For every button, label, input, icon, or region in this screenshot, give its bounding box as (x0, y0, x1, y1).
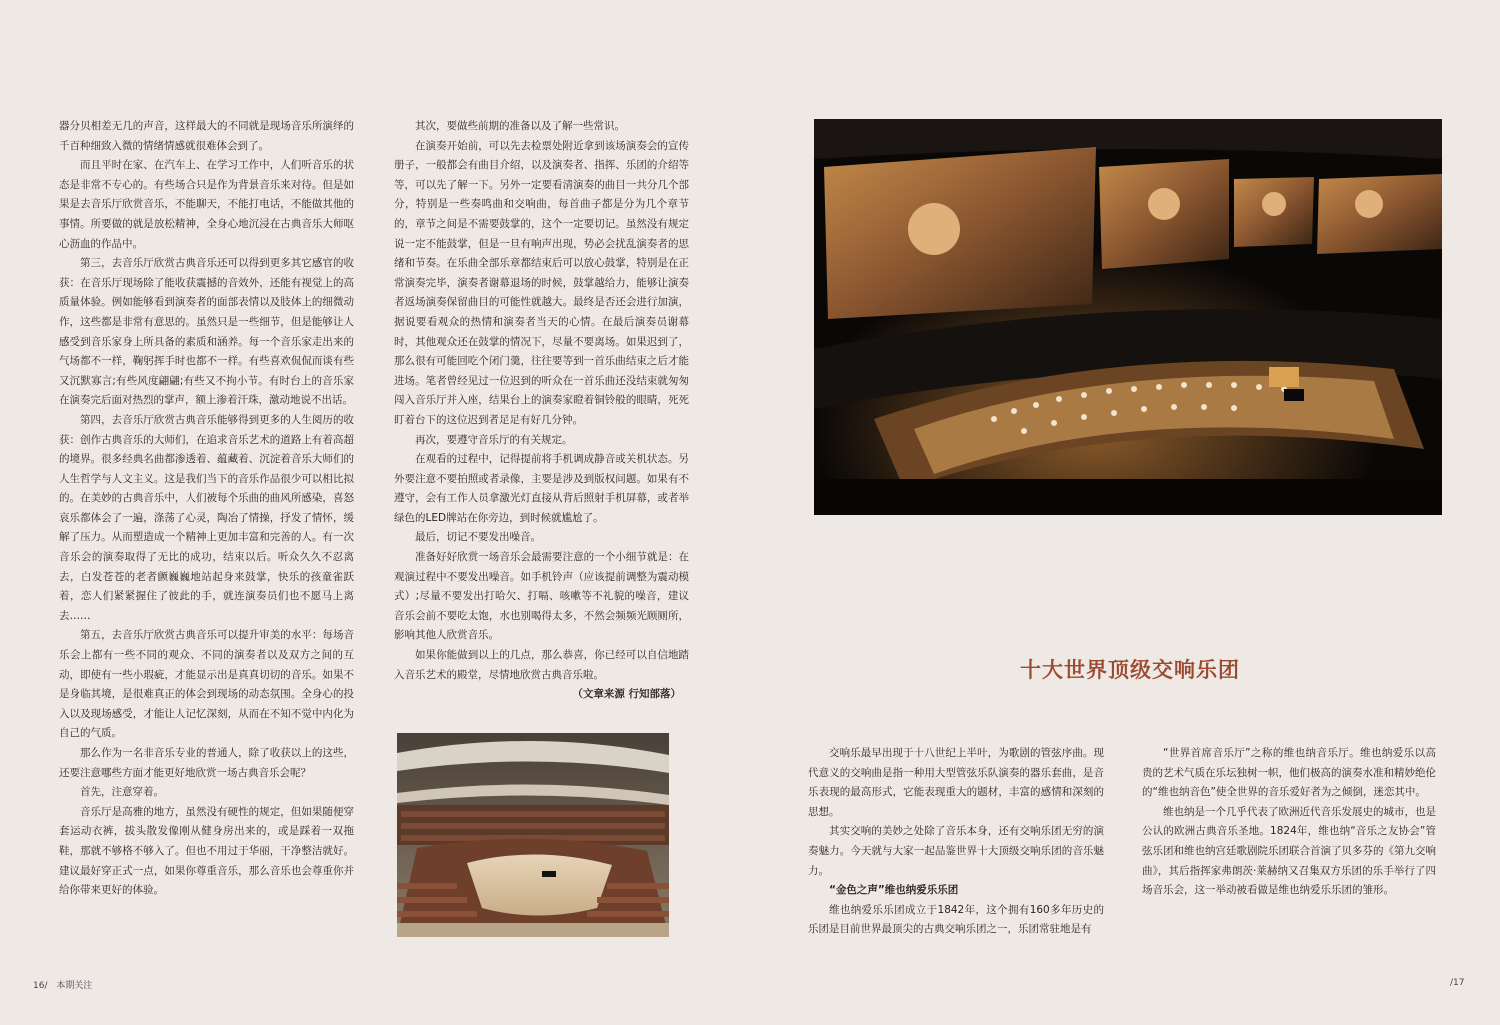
paragraph: 准备好好欣赏一场音乐会最需要注意的一个小细节就是：在观演过程中不要发出噪音。如手机铃声（应该提前调整为震动模式）;尽量不要发出打哈欠、打嗝、咳嗽等不礼貌的噪音，建议音乐会前不要吃太饱，水也别喝得太多，不然会频频光顾厕所，影响其他人欣赏音乐。 (394, 551, 689, 642)
article-column-4 (1142, 744, 1436, 901)
paragraph: 维也纳爱乐乐团成立于1842年，这个拥有160多年历史的乐团是目前世界最顶尖的古典交响乐团之一，乐团常驻地是有 (808, 903, 1104, 936)
section-label: 本期关注 (56, 981, 93, 991)
orchestra-subheading: “金色之声”维也纳爱乐乐团 (829, 884, 959, 897)
section-title: 十大世界顶级交响乐团 (1020, 657, 1240, 682)
paragraph: 其实交响的美妙之处除了音乐本身，还有交响乐团无穷的演奏魅力。今天就与大家一起品鉴世界十大顶级交响乐团的音乐魅力。 (808, 825, 1104, 877)
article-column-2 (394, 117, 689, 705)
page-number: 16/ (33, 981, 48, 991)
right-page-footer (1450, 978, 1464, 988)
paragraph: 音乐厅是高雅的地方，虽然没有硬性的规定，但如果随便穿套运动衣裤，拔头散发像刚从健身房出来的，或是踩着一双拖鞋，那就不够格不够入了。但也不用过于华丽，干净整洁就好。建议最好穿正式一点，如果你尊重音乐，那么音乐也会尊重你并给你带来更好的体验。 (59, 805, 354, 897)
paragraph: 首先，注意穿着。 (80, 786, 164, 799)
paragraph: 第四，去音乐厅欣赏古典音乐能够得到更多的人生阅历的收获：创作古典音乐的大师们，在追求音乐艺术的道路上有着高超的境界。很多经典名曲都渗透着、蕴藏着、沉淀着音乐大师们的人生哲学与人文主义。这是我们当下的音乐作品很少可以相比拟的。在美妙的古典音乐中，人们被每个乐曲的曲风所感染，喜怒哀乐都体会了一遍，涤荡了心灵，陶冶了情操，抒发了情怀，缓解了压力。从而塑造成一个精神上更加丰富和完善的人。有一次音乐会的演奏取得了无比的成功，结束以后。听众久久不忍离去，白发苍苍的老者颤巍巍地站起身来鼓掌，快乐的孩童雀跃着，恋人们紧紧握住了彼此的手，就连演奏员们也不愿马上离去…… (59, 413, 354, 622)
left-page-footer (33, 978, 92, 991)
paragraph: 那么作为一名非音乐专业的普通人，除了收获以上的这些，还要注意哪些方面才能更好地欣赏一场古典音乐会呢？ (59, 747, 354, 779)
paragraph: 第三，去音乐厅欣赏古典音乐还可以得到更多其它感官的收获：在音乐厅现场除了能收获震撼的音效外，还能有视觉上的高质量体验。例如能够看到演奏者的面部表情以及肢体上的细微动作，这些都是非常有意思的。虽然只是一些细节，但是能够让人感受到音乐家身上所具备的素质和涵养。每一个音乐家走出来的气场都不一样，鞠躬挥手时也都不一样。有些喜欢侃侃而谈有些又沉默寡言;有些风度翩翩;有些又不拘小节。有时台上的音乐家在演奏完后面对热烈的掌声，额上渗着汗珠，激动地说不出话。 (59, 257, 354, 407)
paragraph: 而且平时在家、在汽车上、在学习工作中，人们听音乐的状态是非常不专心的。有些场合只是作为背景音乐来对待。但是如果是去音乐厅欣赏音乐，不能聊天，不能打电话，不能做其他的事情。所要做的就是放松精神，全身心地沉浸在古典音乐大师呕心沥血的作品中。 (59, 159, 354, 250)
article-column-3 (808, 744, 1104, 940)
paragraph: 交响乐最早出现于十八世纪上半叶，为歌剧的管弦序曲。现代意义的交响曲是指一种用大型管弦乐队演奏的器乐套曲，是音乐表现的最高形式，它能表现重大的题材，丰富的感情和深刻的思想。 (808, 747, 1104, 818)
paragraph: 其次，要做些前期的准备以及了解一些常识。 (415, 120, 625, 132)
paragraph: 再次，要遵守音乐厅的有关规定。 (415, 433, 573, 446)
article-column-1 (59, 117, 354, 901)
page-number: /17 (1450, 978, 1465, 988)
paragraph: 在演奏开始前，可以先去检票处附近拿到该场演奏会的宣传册子，一般都会有曲目介绍，以及演奏者、指挥、乐团的介绍等等，可以先了解一下。另外一定要看清演奏的曲目一共分几个部分，特别是一些奏鸣曲和交响曲，每首曲子都是分为几个章节的，章节之间是不需要鼓掌的，这个一定要切记。虽然没有规定说一定不能鼓掌，但是一旦有响声出现，势必会扰乱演奏者的思绪和节奏。在乐曲全部乐章都结束后可以放心鼓掌，特别是在正常演奏完毕，演奏者谢幕退场的时候，鼓掌越给力，能够让演奏者返场演奏保留曲目的可能性就越大。最终是否还会进行加演，据说要看观众的热情和演奏者当天的心情。在最后演奏员谢幕时，其他观众还在鼓掌的情况下，尽量不要离场。如果迟到了，那么很有可能回吃个闭门羹，往往要等到一首乐曲结束之后才能进场。笔者曾经见过一位迟到的听众在一首乐曲还没结束就匆匆闯入音乐厅并入座，结果台上的演奏家瞪着铜铃般的眼睛，死死盯着台下的这位迟到者足足有好几分钟。 (394, 139, 689, 426)
paragraph: “世界首席音乐厅”之称的维也纳音乐厅。维也纳爱乐以高贵的艺术气质在乐坛独树一帜，他们极高的演奏水准和精妙绝伦的“维也纳音色”使全世界的音乐爱好者为之倾倒，迷恋其中。 (1142, 747, 1436, 799)
orchestra-performance-photo (814, 119, 1442, 515)
paragraph: 如果你能做到以上的几点，那么恭喜，你已经可以自信地踏入音乐艺术的殿堂，尽情地欣赏古典音乐啦。 (394, 649, 689, 681)
article-source: （文章来源 行知部落） (572, 688, 681, 701)
concert-hall-interior-photo (397, 733, 669, 937)
paragraph: 器分贝相差无几的声音，这样最大的不同就是现场音乐所演绎的千百种细致入微的情绪情感就很难体会到了。 (59, 120, 354, 152)
paragraph: 第五，去音乐厅欣赏古典音乐可以提升审美的水平：每场音乐会上都有一些不同的观众、不同的演奏者以及双方之间的互动，即使有一些小瑕疵，才能显示出是真真切切的音乐。如果不是身临其境，是很难真正的体会到现场的动态氛围。全身心的投入以及现场感受，才能让人记忆深刻，从而在不知不觉中内化为自己的气质。 (59, 629, 354, 740)
paragraph: 在观看的过程中，记得提前将手机调成静音或关机状态。另外要注意不要拍照或者录像，主要是涉及到版权问题。如果有不遵守，会有工作人员拿激光灯直接从背后照射手机屏幕，或者举绿色的LED牌站在你旁边，到时候就尴尬了。 (394, 453, 689, 524)
paragraph: 维也纳是一个几乎代表了欧洲近代音乐发展史的城市，也是公认的欧洲古典音乐圣地。1824年，维也纳“音乐之友协会”管弦乐团和维也纳宫廷歌剧院乐团联合首演了贝多芬的《第九交响曲》，其后指挥家弗朗茨·莱赫纳又召集双方乐团的乐手举行了四场音乐会，这一举动被看做是维也纳爱乐乐团的雏形。 (1142, 805, 1436, 897)
paragraph: 最后，切记不要发出噪音。 (415, 531, 541, 544)
